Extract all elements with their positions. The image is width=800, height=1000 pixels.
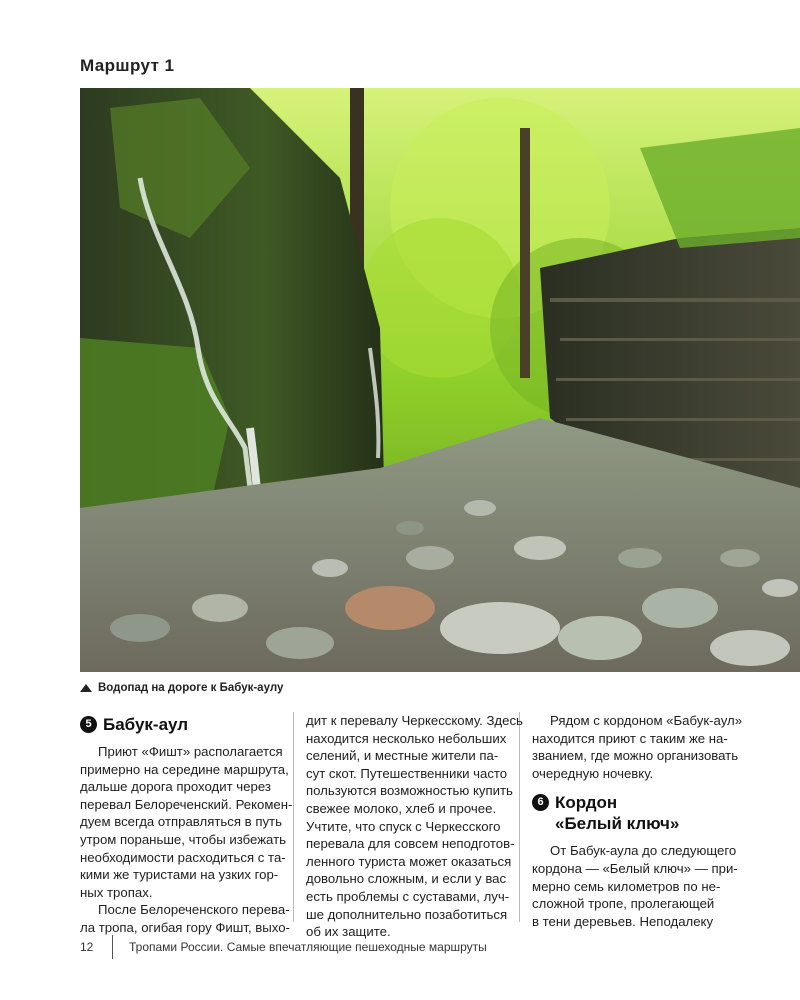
text-line: дит к перевалу Черкесскому. Здесь [306,713,523,728]
text-line: Рядом с кордоном «Бабук-аул» [550,713,743,728]
section-heading [532,792,752,834]
text-line: ла тропа, огибая гору Фишт, выхо- [80,919,290,935]
text-line: свежее молоко, хлеб и прочее. [306,800,497,816]
text-column-1 [80,712,300,937]
photo-caption [80,682,283,694]
text-line: довольно сложным, и если у вас [306,871,507,887]
footer-divider [112,935,113,959]
section-title [555,792,679,834]
text-line: перевал Белореченский. Рекомен- [80,796,293,812]
text-line: ленного туриста может оказаться [306,853,512,869]
text-line: кордона — «Белый ключ» — при- [532,860,738,876]
section-title: Бабук-аул [103,715,189,734]
book-title: Тропами России. Самые впечатляющие пешеходные маршруты [129,940,487,954]
text-column-2 [306,712,526,941]
text-line: званием, где можно организовать [532,748,739,764]
text-line: очередную ночевку. [532,765,654,781]
text-column-3 [532,712,752,930]
text-line: сут скот. Путешественники часто [306,765,508,781]
text-line: Учтите, что спуск с Черкесского [306,818,501,834]
text-line: кими же туристами на узких гор- [80,867,279,883]
text-line: ше дополнительно позаботиться [306,906,508,922]
section-title-line: Кордон [555,793,618,813]
text-line: примерно на середине маршрута, [80,761,289,777]
section-number-badge: 6 [532,794,549,811]
waterfall-illustration [80,88,800,672]
text-line: об их защите. [306,924,391,940]
text-line: находится несколько небольших [306,730,507,746]
text-line: мерно семь километров по не- [532,878,721,894]
section-heading [80,714,300,735]
text-line: перевала для совсем неподготов- [306,836,515,852]
text-line: Приют «Фишт» располагается [98,744,283,759]
text-line: в тени деревьев. Неподалеку [532,913,714,929]
text-line: селений, и местные жители па- [306,748,499,764]
section-number-badge: 5 [80,716,97,733]
paragraph [80,743,300,901]
paragraph [532,712,752,782]
text-line: необходимости расходиться с та- [80,849,286,865]
photo-caption-text: Водопад на дороге к Бабук-аулу [98,682,284,694]
text-line: дуем всегда отправляться в путь [80,814,282,830]
waterfall-photo [80,88,800,672]
route-title: Маршрут 1 [80,56,175,75]
text-line: есть проблемы с суставами, луч- [306,888,510,904]
caption-triangle-icon [80,684,92,692]
text-line: дальше дорога проходит через [80,779,271,795]
section-title-line: «Белый ключ» [555,814,680,834]
paragraph [80,901,300,936]
paragraph [532,842,752,930]
text-line: ных тропах. [80,884,153,900]
text-line: утром пораньше, чтобы избежать [80,831,286,847]
text-line: находится приют с таким же на- [532,730,728,746]
page-footer [80,935,487,959]
paragraph [306,712,526,941]
text-line: От Бабук-аула до следующего [550,843,737,859]
text-line: После Белореченского перева- [98,902,290,918]
text-line: сложной тропе, пролегающей [532,896,715,912]
page-number: 12 [80,940,94,954]
text-line: пользуются возможностью купить [306,783,513,799]
